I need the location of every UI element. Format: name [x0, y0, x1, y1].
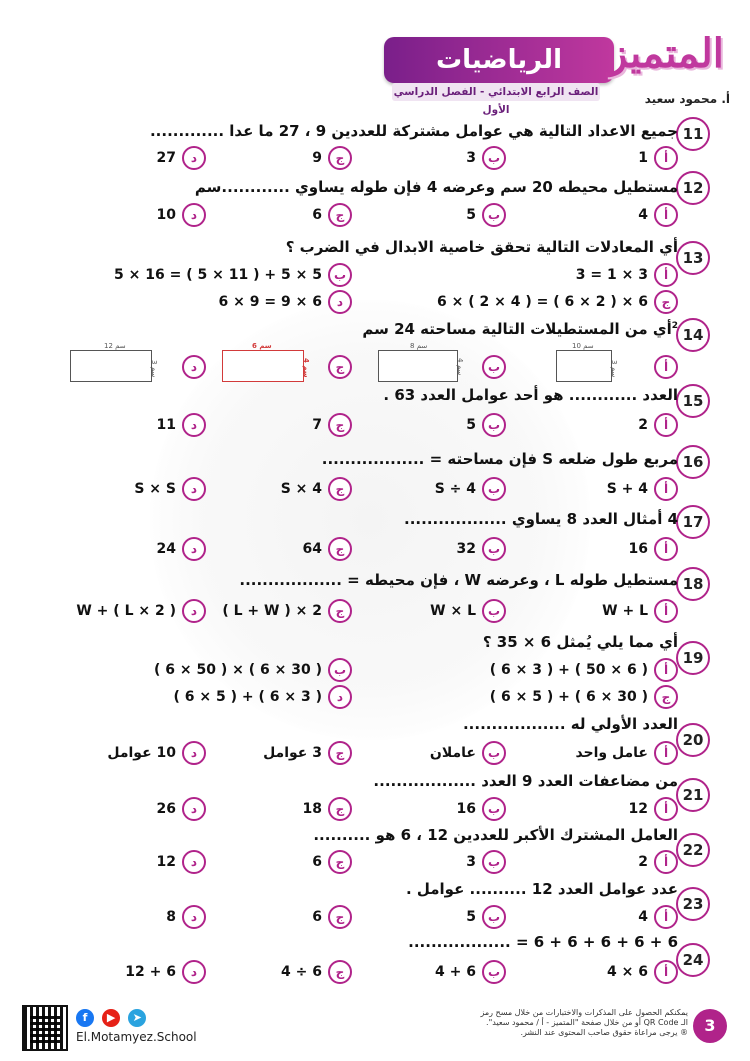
- option-b[interactable]: [482, 355, 506, 379]
- option-d[interactable]: [219, 290, 352, 314]
- option-text: 5: [466, 909, 476, 925]
- option-letter: ب: [482, 146, 506, 170]
- qr-code[interactable]: [22, 1005, 68, 1051]
- youtube-icon[interactable]: ▶: [102, 1009, 120, 1027]
- option-d[interactable]: [157, 850, 206, 874]
- question-text: 4 أمثال العدد 8 يساوي ..................: [404, 510, 678, 528]
- option-text: 6 × 9 = 9 × 6: [218, 294, 322, 310]
- option-letter: ج: [328, 146, 352, 170]
- option-letter: أ: [654, 797, 678, 821]
- option-text: 11: [156, 417, 176, 433]
- question-text: العدد ............ هو أحد عوامل العدد 63 .: [383, 386, 678, 404]
- option-text: 12: [628, 801, 648, 817]
- option-d[interactable]: [125, 960, 206, 984]
- option-b[interactable]: [457, 537, 506, 561]
- option-letter: ج: [328, 905, 352, 929]
- option-text: S + 4: [606, 481, 648, 497]
- option-letter: ج: [654, 685, 678, 709]
- question-text: أي المعادلات التالية تحقق خاصية الابدال في الضرب ؟: [285, 238, 678, 256]
- option-text: 6 + 12: [125, 964, 176, 980]
- option-text: عاملان: [429, 745, 476, 761]
- option-text: W + L: [602, 603, 648, 619]
- option-letter: ب: [482, 537, 506, 561]
- option-letter: د: [182, 203, 206, 227]
- option-letter: أ: [654, 850, 678, 874]
- question-text: من مضاعفات العدد 9 العدد ..................: [373, 772, 678, 790]
- option-letter: ج: [328, 477, 352, 501]
- option-letter: أ: [654, 146, 678, 170]
- rect-side-label: 3 سم: [150, 360, 158, 378]
- option-letter: أ: [654, 537, 678, 561]
- option-letter: ب: [328, 263, 352, 287]
- option-letter: ج: [328, 960, 352, 984]
- superscript: 2: [671, 321, 678, 331]
- option-text: S × 4: [280, 481, 322, 497]
- question-number: 19: [676, 641, 710, 675]
- option-c[interactable]: [437, 290, 678, 314]
- option-letter: ب: [482, 905, 506, 929]
- option-letter: أ: [654, 658, 678, 682]
- option-text: 10 عوامل: [107, 745, 176, 761]
- option-letter: د: [182, 537, 206, 561]
- footer-note-line: ® يرجى مراعاة حقوق صاحب المحتوى عند النشر.: [520, 1028, 688, 1037]
- option-text: 2 × ( L + W ): [222, 603, 322, 619]
- option-c[interactable]: [312, 905, 352, 929]
- option-text: 6 × 4: [607, 964, 648, 980]
- option-letter: د: [182, 355, 206, 379]
- rect-side-label: 4 سم: [302, 358, 310, 378]
- option-d[interactable]: [76, 599, 206, 623]
- option-c[interactable]: [303, 537, 352, 561]
- option-c[interactable]: [281, 477, 352, 501]
- question-number: 15: [676, 384, 710, 418]
- option-letter: ج: [328, 850, 352, 874]
- rect-top-label: 8 سم: [410, 342, 428, 350]
- option-text: W × L: [430, 603, 476, 619]
- option-a[interactable]: [638, 413, 678, 437]
- option-b[interactable]: [430, 599, 506, 623]
- option-text: ( 3 × 6 ) + ( 5 × 6 ): [173, 689, 322, 705]
- option-letter: أ: [654, 413, 678, 437]
- option-text: ( 6 × 50 ) + ( 3 × 6 ): [489, 662, 648, 678]
- option-text: 6 × ( 2 × 6 ) = ( 4 × 2 ) × 6: [436, 294, 648, 310]
- question-number: 17: [676, 505, 710, 539]
- option-letter: د: [182, 960, 206, 984]
- option-d[interactable]: [134, 477, 206, 501]
- option-text: 6: [312, 909, 322, 925]
- question-text: عدد عوامل العدد 12 .......... عوامل .: [405, 880, 678, 898]
- author-name: أ. محمود سعيد: [644, 92, 730, 106]
- option-letter: د: [182, 797, 206, 821]
- option-d[interactable]: [182, 355, 206, 379]
- question-text: العدد الأولي له ..................: [462, 715, 678, 733]
- question-text: مستطيل طوله L ، وعرضه W ، فإن محيطه = ..................: [239, 571, 678, 589]
- option-a[interactable]: [607, 960, 678, 984]
- option-b[interactable]: [466, 905, 506, 929]
- option-text: 7: [312, 417, 322, 433]
- footer-note: [462, 1008, 688, 1038]
- question-text: 6 + 6 + 6 + 6 + 6 = ..................: [408, 933, 678, 951]
- rect-top-label: 12 سم: [104, 342, 126, 350]
- option-text: ( 30 × 6 ) × ( 50 × 6 ): [153, 662, 322, 678]
- option-text: 5: [466, 207, 476, 223]
- option-letter: ب: [482, 413, 506, 437]
- option-b[interactable]: [435, 477, 506, 501]
- option-letter: ج: [328, 797, 352, 821]
- option-text: 6: [312, 207, 322, 223]
- option-a[interactable]: [638, 203, 678, 227]
- question-number: 24: [676, 943, 710, 977]
- option-d[interactable]: [173, 685, 352, 709]
- option-text: 10: [156, 207, 176, 223]
- rect-top-label: 6 سم: [252, 342, 272, 350]
- option-d[interactable]: [157, 146, 206, 170]
- option-text: 16: [456, 801, 476, 817]
- option-d[interactable]: [107, 741, 206, 765]
- option-text: 3: [466, 150, 476, 166]
- option-a[interactable]: [638, 850, 678, 874]
- option-letter: ب: [482, 960, 506, 984]
- option-letter: ج: [328, 741, 352, 765]
- rectangle-figure: [378, 350, 458, 382]
- option-text: 24: [156, 541, 176, 557]
- website-label: El.Motamyez.School: [76, 1030, 197, 1044]
- option-b[interactable]: [466, 203, 506, 227]
- option-text: 4: [638, 207, 648, 223]
- question-number: 12: [676, 171, 710, 205]
- option-letter: د: [182, 599, 206, 623]
- option-letter: ج: [654, 290, 678, 314]
- option-b[interactable]: [457, 797, 506, 821]
- option-b[interactable]: [466, 413, 506, 437]
- option-letter: أ: [654, 741, 678, 765]
- rectangle-figure: [70, 350, 152, 382]
- option-a[interactable]: [638, 905, 678, 929]
- option-text: 6 ÷ 4: [281, 964, 322, 980]
- option-text: 9: [312, 150, 322, 166]
- option-letter: أ: [654, 477, 678, 501]
- option-text: 64: [302, 541, 322, 557]
- option-letter: د: [182, 413, 206, 437]
- option-text: 1: [638, 150, 648, 166]
- question-number: 13: [676, 241, 710, 275]
- option-b[interactable]: [154, 658, 352, 682]
- rectangle-figure: [222, 350, 304, 382]
- option-letter: ب: [328, 658, 352, 682]
- option-a[interactable]: [629, 537, 678, 561]
- social-links: [76, 1006, 149, 1026]
- option-letter: ب: [482, 850, 506, 874]
- option-letter: ب: [482, 355, 506, 379]
- option-text: 8: [166, 909, 176, 925]
- facebook-icon[interactable]: f: [76, 1009, 94, 1027]
- option-letter: أ: [654, 960, 678, 984]
- rect-side-label: 4 سم: [456, 358, 464, 376]
- option-text: 32: [456, 541, 476, 557]
- option-text: 16: [628, 541, 648, 557]
- option-c[interactable]: [490, 685, 678, 709]
- option-c[interactable]: [328, 355, 352, 379]
- option-c[interactable]: [303, 797, 352, 821]
- question-text: مربع طول ضلعه S فإن مساحته = ..................: [321, 450, 678, 468]
- option-text: 3 × 1 = 3: [575, 267, 648, 283]
- option-letter: ج: [328, 355, 352, 379]
- option-text: 6: [312, 854, 322, 870]
- option-text: 12: [156, 854, 176, 870]
- telegram-icon[interactable]: ➤: [128, 1009, 146, 1027]
- option-text: S ÷ 4: [434, 481, 476, 497]
- option-a[interactable]: [638, 146, 678, 170]
- option-letter: د: [182, 741, 206, 765]
- option-letter: ج: [328, 537, 352, 561]
- question-text: أي مما يلي يُمثل 6 × 35 ؟: [482, 633, 678, 651]
- option-letter: أ: [654, 905, 678, 929]
- option-text: 26: [156, 801, 176, 817]
- question-number: 14: [676, 318, 710, 352]
- option-letter: ج: [328, 413, 352, 437]
- page-title: الرياضيات: [435, 45, 562, 75]
- option-letter: ب: [482, 741, 506, 765]
- option-b[interactable]: [430, 741, 506, 765]
- option-c[interactable]: [281, 960, 352, 984]
- option-a[interactable]: [602, 599, 678, 623]
- option-letter: د: [182, 905, 206, 929]
- option-text: S × S: [134, 481, 176, 497]
- option-letter: د: [182, 146, 206, 170]
- option-a[interactable]: [629, 797, 678, 821]
- question-number: 18: [676, 567, 710, 601]
- question-text: جميع الاعداد التالية هي عوامل مشتركة للعددين 9 ، 27 ما عدا .............: [149, 122, 678, 140]
- footer-note-line: الـ QR Code أو من خلال صفحة "المتميز - أ / محمود سعيد".: [486, 1018, 688, 1027]
- option-text: ( 30 × 6 ) + ( 5 × 6 ): [489, 689, 648, 705]
- option-letter: ب: [482, 477, 506, 501]
- question-number: 11: [676, 117, 710, 151]
- page-number: 3: [693, 1009, 727, 1043]
- option-c[interactable]: [312, 850, 352, 874]
- option-d[interactable]: [166, 905, 206, 929]
- option-c[interactable]: [222, 599, 352, 623]
- option-a[interactable]: [654, 355, 678, 379]
- rect-side-label: 3 سم: [610, 360, 618, 378]
- option-c[interactable]: [312, 203, 352, 227]
- option-text: 4: [638, 909, 648, 925]
- option-d[interactable]: [157, 413, 206, 437]
- option-text: 2: [638, 417, 648, 433]
- option-a[interactable]: [490, 658, 678, 682]
- question-text: مستطيل محيطه 20 سم وعرضه 4 فإن طوله يساوي ............سم: [194, 178, 678, 196]
- question-text: [362, 320, 678, 338]
- question-number: 20: [676, 723, 710, 757]
- option-c[interactable]: [263, 741, 352, 765]
- option-letter: ب: [482, 203, 506, 227]
- option-letter: أ: [654, 263, 678, 287]
- option-letter: د: [328, 685, 352, 709]
- question-text: العامل المشترك الأكبر للعددين 12 ، 6 هو ..........: [313, 826, 678, 844]
- option-c[interactable]: [312, 146, 352, 170]
- option-b[interactable]: [466, 850, 506, 874]
- option-text: 3: [466, 854, 476, 870]
- option-letter: ج: [328, 203, 352, 227]
- option-text: ( 2 × L ) + W: [76, 603, 176, 619]
- option-a[interactable]: [607, 477, 678, 501]
- option-d[interactable]: [157, 203, 206, 227]
- option-text: 18: [302, 801, 322, 817]
- option-text: عامل واحد: [575, 745, 648, 761]
- question-number: 16: [676, 445, 710, 479]
- option-c[interactable]: [312, 413, 352, 437]
- footer-note-line: يمكنكم الحصول على المذكرات والاختبارات من خلال مسح رمز: [480, 1008, 688, 1017]
- option-letter: د: [182, 477, 206, 501]
- option-letter: أ: [654, 599, 678, 623]
- question-number: 21: [676, 778, 710, 812]
- option-text: 2: [638, 854, 648, 870]
- option-d[interactable]: [157, 797, 206, 821]
- option-d[interactable]: [157, 537, 206, 561]
- option-letter: ب: [482, 599, 506, 623]
- grade-subtitle: الصف الرابع الابتدائي - الفصل الدراسي الأول: [392, 83, 600, 101]
- option-b[interactable]: [435, 960, 506, 984]
- option-a[interactable]: [576, 263, 678, 287]
- option-text: 5 × 5 + ( 11 × 5 ) = 16 × 5: [114, 267, 322, 283]
- option-letter: ب: [482, 797, 506, 821]
- option-letter: أ: [654, 355, 678, 379]
- option-letter: ج: [328, 599, 352, 623]
- option-text: 6 + 4: [435, 964, 476, 980]
- option-letter: أ: [654, 203, 678, 227]
- question-number: 23: [676, 887, 710, 921]
- option-text: 3 عوامل: [263, 745, 322, 761]
- option-text: 27: [156, 150, 176, 166]
- brand-logo: المتميز: [608, 30, 724, 77]
- option-letter: د: [328, 290, 352, 314]
- option-b[interactable]: [466, 146, 506, 170]
- option-text: 5: [466, 417, 476, 433]
- option-b[interactable]: [114, 263, 352, 287]
- option-letter: د: [182, 850, 206, 874]
- question-text-main: أي من المستطيلات التالية مساحته 24 سم: [362, 320, 672, 338]
- rectangle-figure: [556, 350, 612, 382]
- question-number: 22: [676, 833, 710, 867]
- option-a[interactable]: [575, 741, 678, 765]
- rect-top-label: 10 سم: [572, 342, 594, 350]
